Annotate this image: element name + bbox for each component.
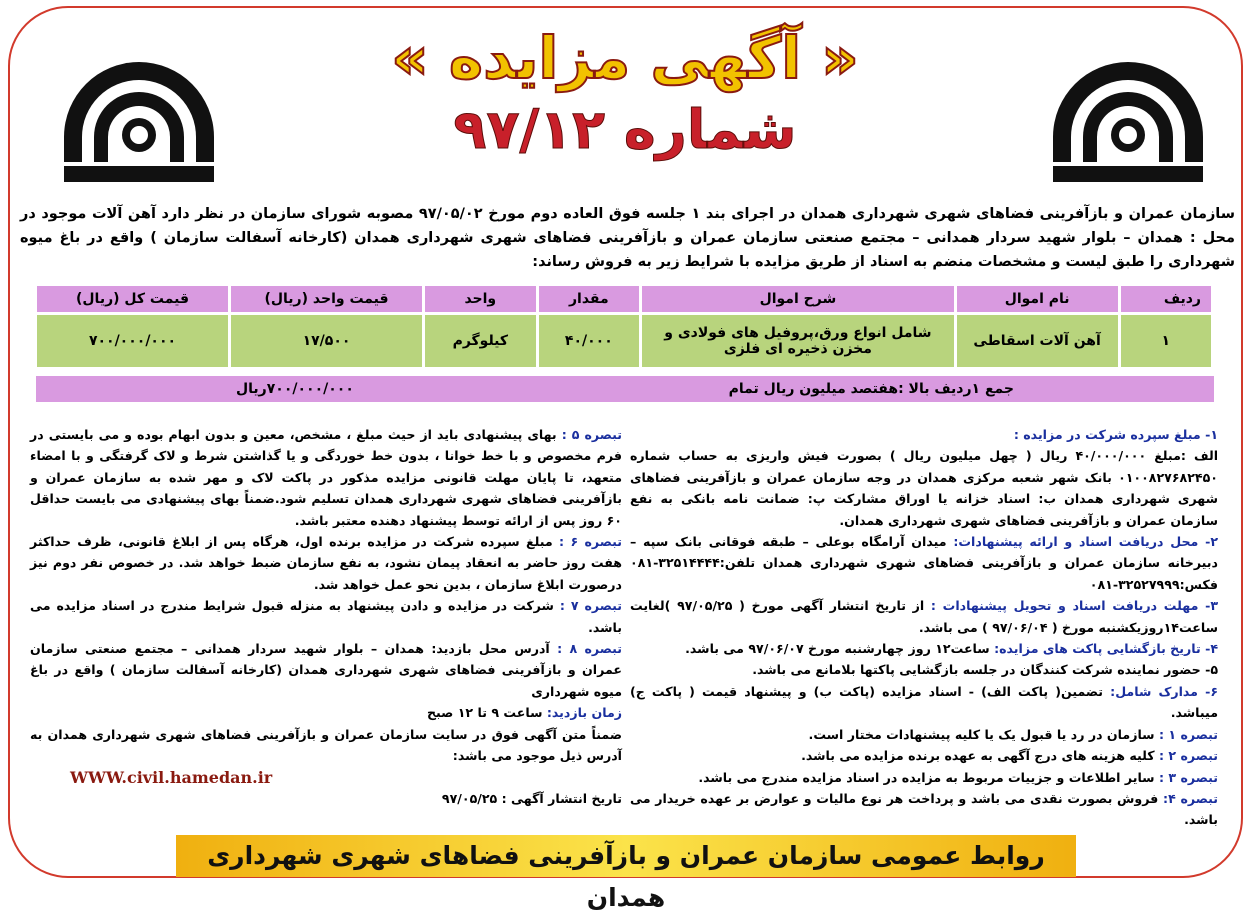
ad-title: « آگهی مزایده »	[391, 24, 859, 92]
th-row-no: ردیف	[1121, 286, 1211, 312]
note5-heading: تبصره ۵ :	[561, 427, 622, 442]
th-item-name: نام اموال	[957, 286, 1118, 312]
online-notice: ضمناً متن آگهی فوق در سایت سازمان عمران و بازآفرینی فضاهای شهری شهرداری همدان به آدرس ذیل موجود می باشد:	[30, 726, 622, 764]
note7-heading: تبصره ۷ :	[559, 598, 622, 614]
note4-heading: تبصره ۴:	[1163, 790, 1219, 806]
cell-quantity: ۴۰/۰۰۰	[539, 315, 640, 367]
website-link[interactable]: WWW.civil.hamedan.ir	[70, 767, 273, 787]
th-quantity: مقدار	[539, 286, 640, 312]
note5-body: بهای پیشنهادی باید از حیث مبلغ ، مشخص، معین و بدون ابهام بوده و می بایستی در فرم مخصوص و با خط خوانا ، بدون خط خوردگی و یا گذاشتن شرط و لاک گرفتگی و با امضاء متعهد، تا پایان مهلت قانونی مزایده مذکور در پاکت لاک و مهر شده به سازمان عمران و بازآفرینی فضاهای شهری شهرداری همدان تسلیم شود.ضمناً بهای پیشنهادی می بایست حداقل ۶۰ روز پس از ارائه توسط پیشنهاد دهنده معتبر باشد.	[30, 427, 622, 528]
items-table	[34, 283, 1214, 370]
total-label: جمع ۱ردیف بالا :هفتصد میلیون ریال تمام	[728, 381, 1014, 397]
s1-heading: ۱- مبلغ سپرده شرکت در مزایده :	[1013, 427, 1218, 442]
cell-item-name: آهن آلات اسقاطی	[957, 315, 1118, 367]
note4-body: فروش بصورت نقدی می باشد و پرداخت هر نوع مالیات و عوارض بر عهده خریدار می باشد.	[630, 790, 1218, 828]
note7-body: شرکت در مزایده و دادن پیشنهاد به منزله قبول شرایط مندرج در اسناد مزایده می باشد.	[30, 598, 622, 635]
s4-body: ساعت۱۲ روز چهارشنبه مورخ ۹۷/۰۶/۰۷ می باشد.	[685, 641, 990, 657]
total-value: ۷۰۰/۰۰۰/۰۰۰ریال	[236, 381, 354, 397]
table-total-row	[36, 376, 1214, 402]
s4-heading: ۴- تاریخ بازگشایی پاکت های مزایده:	[994, 641, 1218, 657]
conditions-right-column	[630, 424, 1218, 831]
cell-item-desc: شامل انواع ورق،پروفیل های فولادی و مخزن ذخیره ای فلزی	[642, 315, 954, 367]
note2-body: کلیه هزینه های درج آگهی به عهده برنده مزایده می باشد.	[801, 748, 1155, 764]
org-logo-left	[64, 62, 214, 212]
th-total-price: قیمت کل (ریال)	[37, 286, 228, 312]
s2-body: میدان آرامگاه بوعلی – طبقه فوقانی بانک سپه – دبیرخانه سازمان عمران و بازآفرینی فضاهای شهری شهرداری همدان تلفن:۳۲۵۱۴۴۴۴-۰۸۱ فکس:۳۲۵۲۷۹۹۹-۰۸۱	[630, 534, 1218, 592]
org-logo-right	[1053, 62, 1203, 212]
th-unit-price: قیمت واحد (ریال)	[231, 286, 422, 312]
note6-body: مبلغ سپرده شرکت در مزایده برنده اول، هرگاه پس از ابلاغ قانونی، ظرف حداکثر هفت روز حاضر به انعقاد پیمان نشود، به نفع سازمان ضبط خواهد شد. در خصوص نفر دوم نیز درصورت ابلاغ سازمان ، بدین نحو عمل خواهد شد.	[30, 534, 622, 592]
note1-body: سازمان در رد یا قبول یک یا کلیه پیشنهادات مختار است.	[808, 726, 1155, 742]
footer-banner: روابط عمومی سازمان عمران و بازآفرینی فضاهای شهری شهرداری همدان	[176, 835, 1076, 877]
intro-paragraph: سازمان عمران و بازآفرینی فضاهای شهری شهرداری همدان در اجرای بند ۱ جلسه فوق العاده دوم مورخ ۹۷/۰۵/۰۲ مصوبه شورای سازمان در نظر دارد آهن آلات موجود در محل : همدان – بلوار شهید سردار همدانی – مجتمع صنعتی سازمان عمران و بازآفرینی فضاهای شهری شهرداری همدان (کارخانه آسفالت سازمان ) واقع در باغ میوه شهرداری را طبق لیست و مشخصات منضم به اسناد از طریق مزایده با شرایط زیر به فروش رساند:	[20, 206, 1235, 270]
visit-heading: زمان بازدید:	[546, 705, 622, 721]
ad-title-block	[300, 18, 950, 162]
s3-heading: ۳- مهلت دریافت اسناد و تحویل پیشنهادات :	[930, 598, 1218, 614]
note8-heading: تبصره ۸ :	[557, 641, 623, 657]
visit-body: ساعت ۹ تا ۱۲ صبح	[426, 705, 543, 721]
s3-body: از تاریخ انتشار آگهی مورخ ( ۹۷/۰۵/۲۵ )لغایت ساعت۱۴روزیکشنبه مورخ ( ۹۷/۰۶/۰۴ ) می باشد.	[630, 598, 1218, 635]
cell-total-price: ۷۰۰/۰۰۰/۰۰۰	[37, 315, 228, 367]
table-header-row	[37, 286, 1211, 312]
note2-heading: تبصره ۲ :	[1158, 748, 1218, 764]
ad-number: شماره ۹۷/۱۲	[453, 98, 797, 161]
cell-row-no: ۱	[1121, 315, 1211, 367]
s1-body: الف :مبلغ ۴۰/۰۰۰/۰۰۰ ریال ( چهل میلیون ریال ) بصورت فیش واریزی به حساب شماره ۰۱۰۰۸۲۷۶۸۲۴۵۰ بانک شهر شعبه مرکزی همدان در وجه سازمان عمران و بازآفرینی فضاهای شهری شهرداری همدان ب: اسناد خزانه یا اوراق مشارکت پ: ضمانت نامه بانکی به نفع سازمان عمران و بازآفرینی فضاهای شهری شهرداری همدان.	[630, 448, 1219, 528]
s6-body: تضمین( پاکت الف) - اسناد مزایده (پاکت ب) و پیشنهاد قیمت ( پاکت ج) میباشد.	[630, 683, 1218, 721]
s5-body: ۵- حضور نماینده شرکت کنندگان در جلسه بازگشایی پاکتها بلامانع می باشد.	[752, 662, 1218, 678]
s6-heading: ۶- مدارک شامل:	[1110, 683, 1219, 699]
cell-unit-price: ۱۷/۵۰۰	[231, 315, 422, 367]
publication-date: تاریخ انتشار آگهی : ۹۷/۰۵/۲۵	[441, 790, 622, 806]
s2-heading: ۲- محل دریافت اسناد و ارائه پیشنهادات:	[953, 534, 1218, 550]
table-row	[37, 315, 1211, 367]
note3-body: سایر اطلاعات و جزییات مربوط به مزایده در اسناد مزایده مندرج می باشد.	[698, 769, 1155, 785]
note8-body: آدرس محل بازدید: همدان – بلوار شهید سردار همدانی – مجتمع صنعتی سازمان عمران و بازآفرینی فضاهای شهری شهرداری همدان (کارخانه آسفالت سازمان ) واقع در باغ میوه شهرداری	[30, 641, 622, 699]
note1-heading: تبصره ۱ :	[1158, 726, 1218, 742]
conditions-left-column	[30, 424, 622, 809]
note3-heading: تبصره ۳ :	[1158, 769, 1218, 785]
note6-heading: تبصره ۶ :	[559, 534, 623, 550]
th-unit: واحد	[425, 286, 536, 312]
cell-unit: کیلوگرم	[425, 315, 536, 367]
th-item-desc: شرح اموال	[642, 286, 954, 312]
